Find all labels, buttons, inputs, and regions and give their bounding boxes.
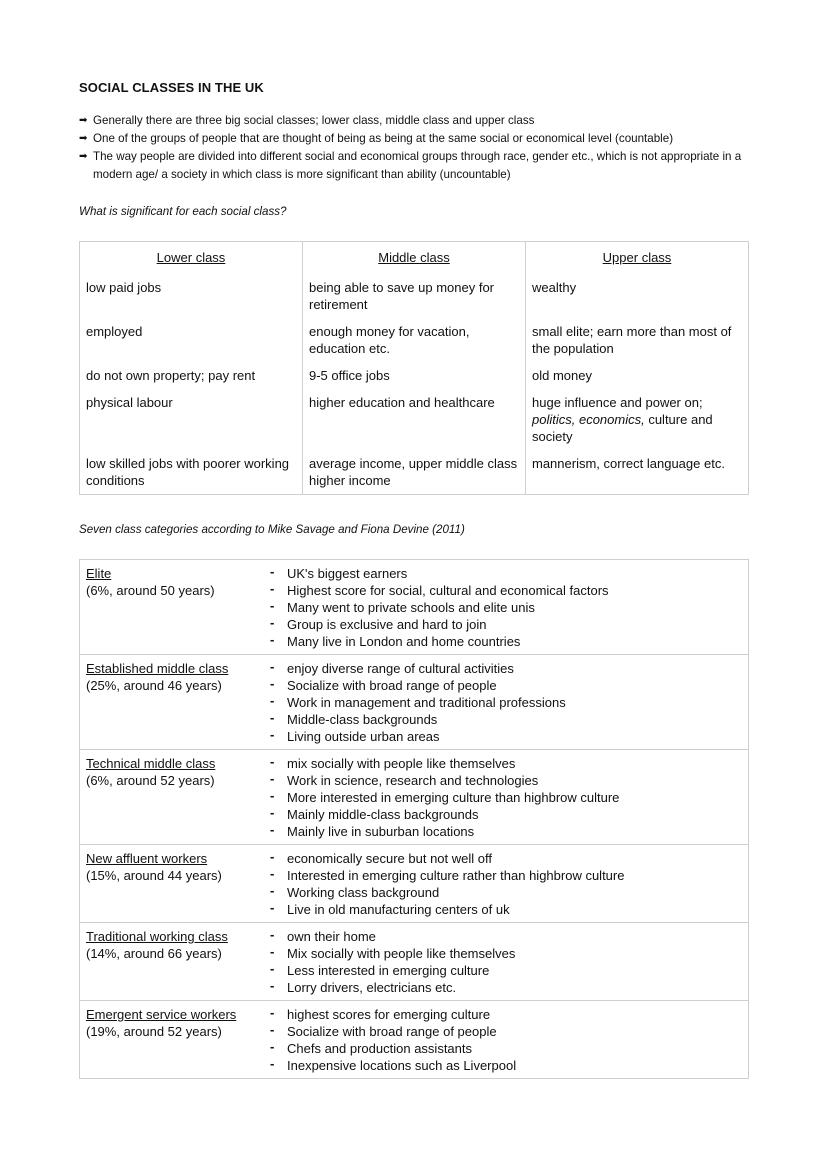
category-point-list — [270, 1006, 742, 1074]
list-item — [270, 945, 742, 962]
list-item — [270, 582, 742, 599]
dash-bullet-icon: - — [270, 1005, 275, 1020]
list-item-text: Work in science, research and technologies — [287, 773, 539, 788]
table-cell: physical labour — [80, 394, 303, 455]
dash-bullet-icon: - — [270, 693, 275, 708]
list-item — [270, 901, 742, 918]
dash-bullet-icon: - — [270, 564, 275, 579]
table-cell: low paid jobs — [80, 279, 303, 323]
intro-bullet-list — [79, 112, 749, 184]
list-item — [270, 711, 742, 728]
category-detail: (15%, around 44 years) — [86, 868, 222, 883]
list-item — [270, 694, 742, 711]
category-name: Traditional working class — [86, 929, 228, 944]
list-item — [270, 633, 742, 650]
dash-bullet-icon: - — [270, 900, 275, 915]
question-heading: What is significant for each social class? — [79, 205, 287, 218]
category-point-list — [270, 565, 742, 650]
list-item-text: Living outside urban areas — [287, 729, 440, 744]
upper-influence-rest: culture and society — [532, 412, 713, 444]
category-cell — [80, 923, 253, 1001]
list-item-text: Many live in London and home countries — [287, 634, 521, 649]
list-item — [270, 1006, 742, 1023]
category-cell — [80, 655, 253, 750]
header-upper-class: Upper class — [526, 242, 749, 280]
table-cell: being able to save up money for retirement — [303, 279, 526, 323]
table-cell: 9-5 office jobs — [303, 367, 526, 394]
list-item-text: Live in old manufacturing centers of uk — [287, 902, 510, 917]
list-item-text: Less interested in emerging culture — [287, 963, 490, 978]
list-item-text: Mainly middle-class backgrounds — [287, 807, 479, 822]
intro-bullet-text: One of the groups of people that are thought of being as being at the same social or economical level (countable) — [93, 132, 674, 145]
categories-heading: Seven class categories according to Mike Savage and Fiona Devine (2011) — [79, 523, 465, 536]
list-item-text: Mix socially with people like themselves — [287, 946, 516, 961]
category-point-list — [270, 850, 742, 918]
category-detail: (25%, around 46 years) — [86, 678, 222, 693]
list-item — [270, 850, 742, 867]
table-cell: mannerism, correct language etc. — [526, 455, 749, 495]
list-item — [270, 772, 742, 789]
list-item — [270, 806, 742, 823]
intro-bullet-text: Generally there are three big social classes; lower class, middle class and upper class — [93, 114, 535, 127]
list-item — [270, 979, 742, 996]
category-description-cell — [252, 750, 749, 845]
table-row — [80, 323, 749, 367]
list-item-text: own their home — [287, 929, 376, 944]
header-lower-class: Lower class — [80, 242, 303, 280]
list-item-text: highest scores for emerging culture — [287, 1007, 491, 1022]
list-item — [270, 616, 742, 633]
list-item-text: Working class background — [287, 885, 440, 900]
category-row — [80, 750, 749, 845]
dash-bullet-icon: - — [270, 944, 275, 959]
list-item — [270, 677, 742, 694]
list-item — [270, 755, 742, 772]
list-item — [270, 789, 742, 806]
list-item-text: Many went to private schools and elite unis — [287, 600, 535, 615]
category-description-cell — [252, 845, 749, 923]
dash-bullet-icon: - — [270, 1056, 275, 1071]
category-detail: (6%, around 50 years) — [86, 583, 215, 598]
dash-bullet-icon: - — [270, 632, 275, 647]
list-item-text: Socialize with broad range of people — [287, 1024, 497, 1039]
category-name: Emergent service workers — [86, 1007, 237, 1022]
list-item — [270, 728, 742, 745]
list-item — [270, 962, 742, 979]
category-cell — [80, 560, 253, 655]
list-item-text: mix socially with people like themselves — [287, 756, 516, 771]
list-item-text: Chefs and production assistants — [287, 1041, 472, 1056]
table-row — [80, 279, 749, 323]
category-point-list — [270, 928, 742, 996]
list-item-text: Highest score for social, cultural and economical factors — [287, 583, 609, 598]
table-header-row — [80, 242, 749, 280]
list-item-text: Interested in emerging culture rather than highbrow culture — [287, 868, 625, 883]
dash-bullet-icon: - — [270, 866, 275, 881]
dash-bullet-icon: - — [270, 615, 275, 630]
list-item — [270, 867, 742, 884]
table-cell: wealthy — [526, 279, 749, 323]
dash-bullet-icon: - — [270, 727, 275, 742]
category-name: Elite — [86, 566, 112, 581]
category-row — [80, 560, 749, 655]
dash-bullet-icon: - — [270, 676, 275, 691]
class-categories-table — [79, 559, 749, 1079]
category-row — [80, 845, 749, 923]
class-comparison-table — [79, 241, 749, 495]
list-item — [270, 565, 742, 582]
list-item-text: Mainly live in suburban locations — [287, 824, 475, 839]
category-row — [80, 1001, 749, 1079]
dash-bullet-icon: - — [270, 1022, 275, 1037]
arrow-bullet-icon: ➡ — [79, 151, 88, 162]
category-cell — [80, 750, 253, 845]
list-item — [270, 1040, 742, 1057]
dash-bullet-icon: - — [270, 978, 275, 993]
dash-bullet-icon: - — [270, 883, 275, 898]
category-description-cell — [252, 923, 749, 1001]
list-item — [270, 660, 742, 677]
list-item-text: economically secure but not well off — [287, 851, 492, 866]
category-row — [80, 923, 749, 1001]
header-middle-class: Middle class — [303, 242, 526, 280]
table-row — [80, 455, 749, 495]
table-row — [80, 367, 749, 394]
list-item — [270, 1057, 742, 1074]
category-description-cell — [252, 1001, 749, 1079]
table-cell: employed — [80, 323, 303, 367]
table-cell: old money — [526, 367, 749, 394]
list-item-text: More interested in emerging culture than highbrow culture — [287, 790, 620, 805]
list-item-text: Group is exclusive and hard to join — [287, 617, 487, 632]
category-detail: (19%, around 52 years) — [86, 1024, 222, 1039]
page-title: SOCIAL CLASSES IN THE UK — [79, 80, 264, 95]
intro-bullet — [79, 112, 749, 130]
table-cell: do not own property; pay rent — [80, 367, 303, 394]
list-item-text: Socialize with broad range of people — [287, 678, 497, 693]
list-item-text: enjoy diverse range of cultural activities — [287, 661, 514, 676]
category-point-list — [270, 755, 742, 840]
table-cell: low skilled jobs with poorer working conditions — [80, 455, 303, 495]
category-row — [80, 655, 749, 750]
list-item — [270, 884, 742, 901]
list-item — [270, 599, 742, 616]
dash-bullet-icon: - — [270, 961, 275, 976]
upper-influence-italic: politics, economics, — [532, 412, 645, 427]
arrow-bullet-icon: ➡ — [79, 133, 88, 144]
category-description-cell — [252, 560, 749, 655]
category-cell — [80, 845, 253, 923]
dash-bullet-icon: - — [270, 1039, 275, 1054]
dash-bullet-icon: - — [270, 659, 275, 674]
category-name: New affluent workers — [86, 851, 208, 866]
category-detail: (14%, around 66 years) — [86, 946, 222, 961]
dash-bullet-icon: - — [270, 581, 275, 596]
category-detail: (6%, around 52 years) — [86, 773, 215, 788]
list-item-text: Lorry drivers, electricians etc. — [287, 980, 457, 995]
list-item-text: UK's biggest earners — [287, 566, 408, 581]
category-description-cell — [252, 655, 749, 750]
dash-bullet-icon: - — [270, 771, 275, 786]
category-name: Technical middle class — [86, 756, 216, 771]
list-item — [270, 1023, 742, 1040]
dash-bullet-icon: - — [270, 822, 275, 837]
category-name: Established middle class — [86, 661, 229, 676]
intro-bullet — [79, 130, 749, 148]
dash-bullet-icon: - — [270, 598, 275, 613]
category-cell — [80, 1001, 253, 1079]
dash-bullet-icon: - — [270, 805, 275, 820]
dash-bullet-icon: - — [270, 754, 275, 769]
list-item-text: Middle-class backgrounds — [287, 712, 438, 727]
list-item — [270, 823, 742, 840]
list-item-text: Inexpensive locations such as Liverpool — [287, 1058, 517, 1073]
intro-bullet-text: The way people are divided into different social and economical groups through race, gender etc., which is not appropriate in a modern age/ a society in which class is more significant than ability (uncountable) — [93, 150, 742, 181]
dash-bullet-icon: - — [270, 927, 275, 942]
table-cell-upper-influence — [526, 394, 749, 455]
list-item — [270, 928, 742, 945]
dash-bullet-icon: - — [270, 788, 275, 803]
category-point-list — [270, 660, 742, 745]
intro-bullet — [79, 148, 749, 184]
table-cell: higher education and healthcare — [303, 394, 526, 455]
table-cell: enough money for vacation, education etc. — [303, 323, 526, 367]
dash-bullet-icon: - — [270, 849, 275, 864]
dash-bullet-icon: - — [270, 710, 275, 725]
table-row — [80, 394, 749, 455]
table-cell: average income, upper middle class higher income — [303, 455, 526, 495]
arrow-bullet-icon: ➡ — [79, 115, 88, 126]
table-cell: small elite; earn more than most of the population — [526, 323, 749, 367]
list-item-text: Work in management and traditional professions — [287, 695, 566, 710]
upper-influence-lead: huge influence and power on; — [532, 395, 703, 410]
